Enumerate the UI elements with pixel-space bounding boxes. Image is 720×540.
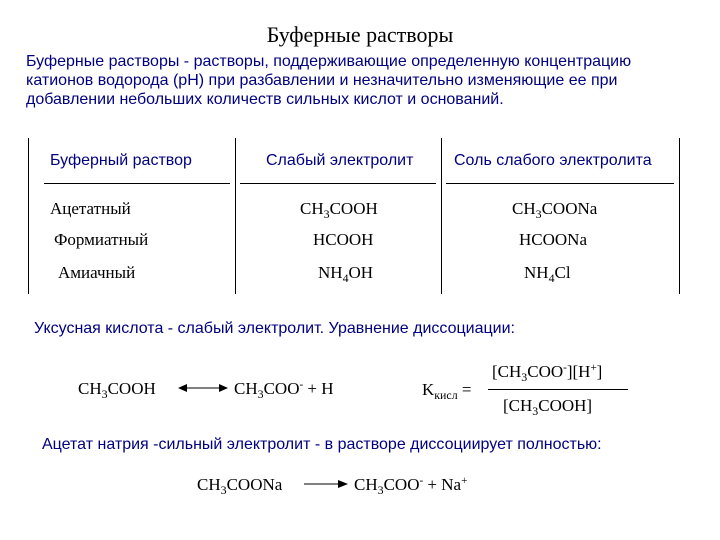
acetic-acid-text: Уксусная кислота - слабый электролит. Уравнение диссоциации: [34, 320, 515, 337]
intro-paragraph [26, 52, 696, 109]
row-ammonia-weak: $NH_4OH$ [318, 263, 374, 286]
header-salt: Соль слабого электролита [454, 152, 652, 169]
eq1-right: $CH_3COO^- + H$ [234, 379, 334, 402]
eq1-left: $CH_3COOH$ [78, 379, 156, 402]
intro-line-1: Буферные растворы - растворы, поддерживающие определенную концентрацию [26, 53, 632, 70]
table-divider-1 [235, 138, 236, 294]
equilibrium-arrow-icon [178, 381, 228, 395]
intro-line-3: добавлении небольших количеств сильных кислот и оснований. [26, 91, 504, 108]
eq2-left: $CH_3COONa$ [197, 475, 283, 498]
header-weak-electrolyte: Слабый электролит [266, 152, 414, 169]
row-acetate-name: Ацетатный [50, 199, 131, 218]
header-underline-2 [240, 183, 436, 184]
eq2-right: $CH_3COO^- + Na^+$ [354, 475, 468, 498]
header-buffer: Буферный раствор [50, 152, 192, 169]
header-underline-3 [446, 183, 674, 184]
row-ammonia-salt: $NH_4Cl$ [524, 263, 571, 286]
right-arrow-icon [304, 478, 348, 490]
row-acetate-weak: $CH_3COOH$ [300, 199, 378, 222]
constant-numerator: $[CH_3COO^-][H^+]$ [492, 362, 603, 385]
row-formate-name: Формиатный [54, 230, 149, 249]
fraction-line [488, 389, 628, 390]
row-formate-salt: HCOONa [519, 230, 587, 249]
page-title: Буферные растворы [266, 22, 454, 47]
table-divider-2 [441, 138, 442, 294]
header-underline-1 [44, 183, 230, 184]
constant-denominator: $[CH_3COOH]$ [503, 396, 593, 419]
row-ammonia-name: Амиачный [58, 263, 136, 282]
constant-symbol: $K_{кисл}$ = [422, 380, 472, 403]
row-formate-weak: HCOOH [313, 230, 374, 249]
sodium-acetate-text: Ацетат натрия -сильный электролит - в растворе диссоциирует полностью: [42, 436, 602, 453]
intro-line-2: катионов водорода (pH) при разбавлении и незначительно изменяющие ее при [26, 72, 618, 89]
row-acetate-salt: $CH_3COONa$ [512, 199, 598, 222]
